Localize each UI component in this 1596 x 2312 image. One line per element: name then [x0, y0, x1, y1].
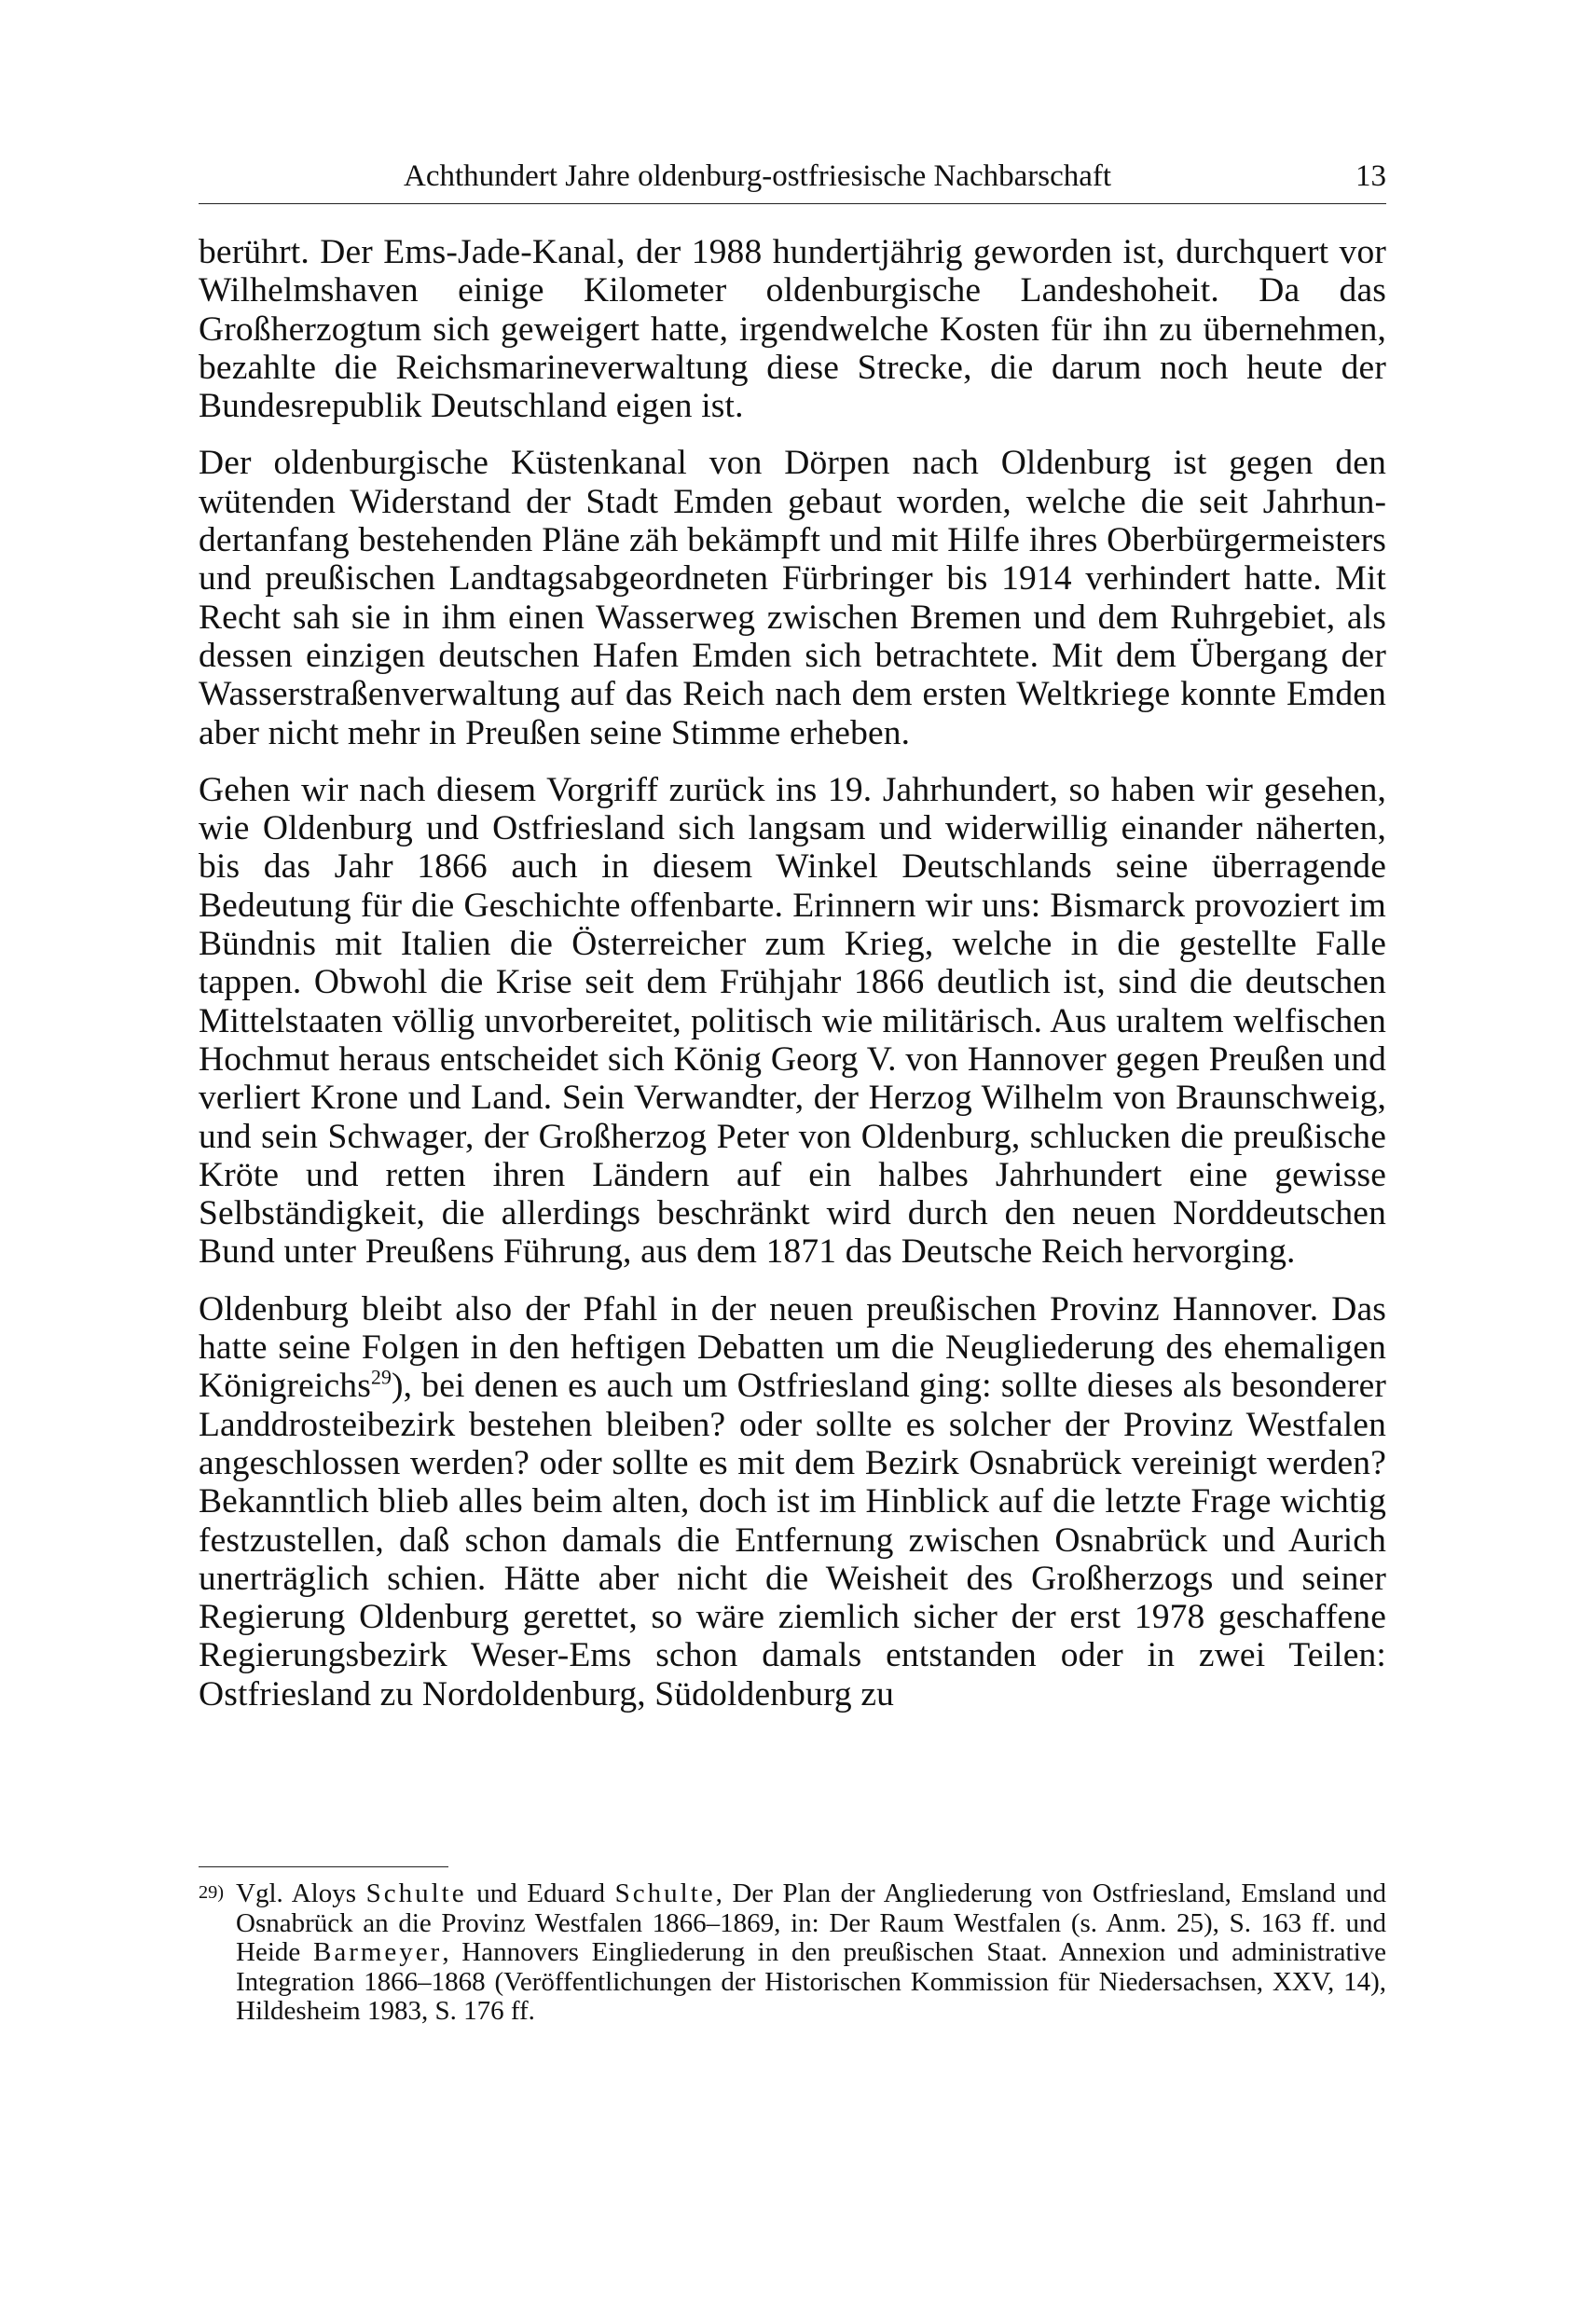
- footnote-text-1: Vgl. Aloys: [236, 1878, 366, 1908]
- footnote-rule: [199, 1866, 448, 1867]
- paragraph-4: [199, 1290, 1386, 1713]
- running-title: Achthundert Jahre oldenburg-ostfriesische Nachbarschaft: [404, 159, 1112, 193]
- author-name-schulte-aloys: Schulte: [365, 1878, 467, 1908]
- paragraph-4-text-a: Oldenburg bleibt also der Pfahl in der neuen preußischen Provinz Hannover. Das hatte seine Folgen in den heftigen Debatten um die Neugliederung des ehemaligen Königreichs: [199, 1289, 1386, 1406]
- paragraph-1: berührt. Der Ems-Jade-Kanal, der 1988 hundertjährig geworden ist, durchquert vor Wilhelmshaven einige Kilometer oldenburgische Landeshoheit. Da das Großherzogtum sich geweigert hatte, irgendwelche Kosten für ihn zu übernehmen, bezahlte die Reichsmarineverwaltung diese Strecke, die darum noch heute der Bundesrepublik Deutschland eigen ist.: [199, 233, 1386, 426]
- author-name-schulte-eduard: Schulte: [614, 1878, 716, 1908]
- footnote-text-3: , Der Plan der Angliederung von Ostfriesland, Emsland und Osnabrück an die Provinz Westfalen 1866–1869, in: Der Raum Westfalen (s. Anm. 25), S. 163 ff. und Heide: [236, 1878, 1386, 1968]
- footnote-text-2: und Eduard: [466, 1878, 615, 1908]
- paragraph-3: Gehen wir nach diesem Vorgriff zurück ins 19. Jahrhundert, so haben wir gesehen, wie Oldenburg und Ostfriesland sich langsam und widerwillig einander näherten, bis das Jahr 1866 auch in diesem Winkel Deutschlands seine überragende Bedeutung für die Geschichte offenbarte. Erinnern wir uns: Bismarck provoziert im Bündnis mit Italien die Österreicher zum Krieg, welche in die gestellte Falle tappen. Obwohl die Krise seit dem Frühjahr 1866 deutlich ist, sind die deutschen Mittelstaaten völlig unvorbereitet, politisch wie militärisch. Aus uraltem welfischen Hochmut heraus entscheidet sich König Georg V. von Hannover gegen Preußen und verliert Krone und Land. Sein Verwandter, der Herzog Wilhelm von Braunschweig, und sein Schwager, der Großherzog Peter von Oldenburg, schlucken die preußische Kröte und retten ihren Ländern auf ein halbes Jahrhundert eine gewisse Selbständigkeit, die allerdings beschränkt wird durch den neuen Norddeutschen Bund unter Preußens Führung, aus dem 1871 das Deutsche Reich hervorging.: [199, 770, 1386, 1272]
- body-text: [199, 233, 1386, 1713]
- header-rule: [199, 203, 1386, 204]
- author-name-barmeyer: Barmeyer: [312, 1937, 443, 1968]
- footnote-reference[interactable]: 29: [370, 1366, 392, 1389]
- footnotes: [199, 1879, 1386, 2027]
- page-number: 13: [1355, 159, 1386, 193]
- footnote-29: 29) Vgl. Aloys Schulte und Eduard Schulte, Der Plan der Angliederung von Ostfriesland, Emsland und Osnabrück an die Provinz Westfalen 1866–1869, in: Der Raum Westfalen (s. Anm. 25), S. 163 ff. und Heide Barmeyer, Hannovers Eingliederung in den preußischen Staat. Annexion und administrative Integration 1866–1868 (Veröffentlichungen der Historischen Kommission für Niedersachsen, XXV, 14), Hildesheim 1983, S. 176 ff.: [199, 1878, 1386, 2027]
- paragraph-4-text-b: ), bei denen es auch um Ostfriesland ging: sollte dieses als besonderer Landdrosteibezirk bestehen bleiben? oder sollte es solcher der Provinz Westfalen angeschlossen werden? oder sollte es mit dem Bezirk Osnabrück vereinigt werden? Bekanntlich blieb alles beim alten, doch ist im Hinblick auf die letzte Frage wichtig festzustellen, daß schon damals die Entfernung zwischen Osnabrück und Aurich unerträglich schien. Hätte aber nicht die Weisheit des Großherzogs und seiner Regierung Oldenburg gerettet, so wäre ziemlich sicher der erst 1978 geschaffene Regierungsbezirk Weser-Ems schon damals entstanden oder in zwei Teilen: Ostfriesland zu Nordoldenburg, Südoldenburg zu: [199, 1367, 1386, 1713]
- footnote-text-4: , Hannovers Eingliederung in den preußischen Staat. Annexion und administrative Integration 1866–1868 (Veröffentlichungen der Historischen Kommission für Niedersachsen, XXV, 14), Hildesheim 1983, S. 176 ff.: [236, 1937, 1386, 2027]
- paragraph-2: Der oldenburgische Küstenkanal von Dörpen nach Oldenburg ist gegen den wütenden Widerstand der Stadt Emden gebaut worden, welche die seit Jahrhundertanfang bestehenden Pläne zäh bekämpft und mit Hilfe ihres Oberbürgermeisters und preußischen Landtagsabgeordneten Fürbringer bis 1914 verhindert hatte. Mit Recht sah sie in ihm einen Wasserweg zwischen Bremen und dem Ruhrgebiet, als dessen einzigen deutschen Hafen Emden sich betrachtete. Mit dem Übergang der Wasserstraßenverwaltung auf das Reich nach dem ersten Weltkriege konnte Emden aber nicht mehr in Preußen seine Stimme erheben.: [199, 444, 1386, 752]
- running-head: [199, 155, 1386, 198]
